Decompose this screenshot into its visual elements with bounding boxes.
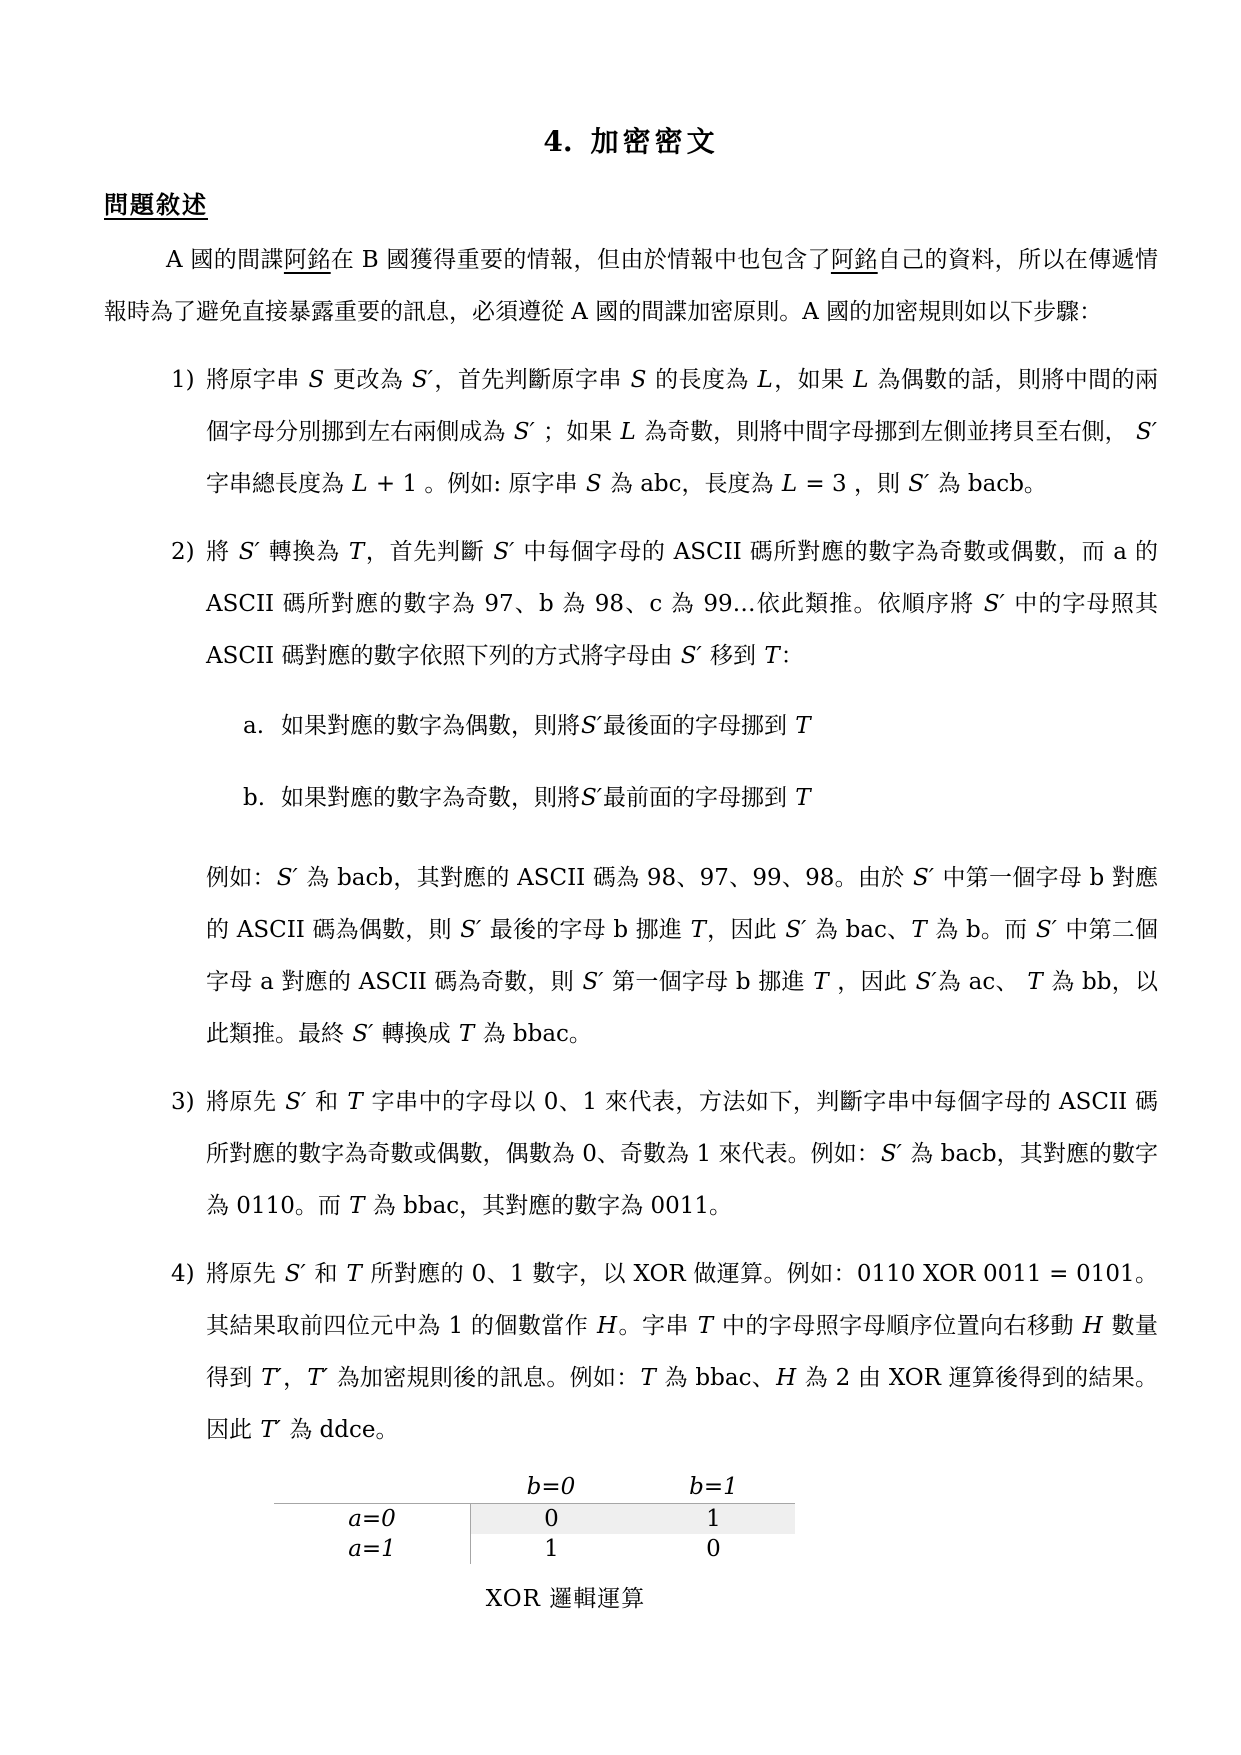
text-segment: T [697,1313,714,1339]
text-segment: 如果對應的數字為奇數，則將 [281,785,580,811]
text-segment: 所對應的 0、1 數字，以 XOR 做運算。例如：0110 XOR 0011 = 0101。其結果取前四位元中為 1 的個數當作 [206,1261,1159,1339]
text-segment: ，因此 [829,969,915,995]
text-segment: 數量得到 [206,1313,1159,1391]
text-segment: 為 ddce。 [281,1417,399,1443]
step-1-text [206,354,1158,510]
text-segment: L [620,419,636,445]
text-segment: S′ [880,1141,902,1167]
text-segment: S′ [284,1261,306,1287]
text-segment: 字串中的字母以 0、1 來代表，方法如下，判斷字串中每個字母的 ASCII 碼所對應的數字為奇數或偶數，偶數為 0、奇數為 1 來代表。例如： [206,1089,1158,1167]
text-segment: 中第一個字母 b 對應的 ASCII 碼為偶數，則 [206,865,1159,943]
text-segment: 和 [306,1261,346,1287]
text-segment: 最前面的字母挪到 [602,785,795,811]
text-segment: T [346,1261,362,1287]
text-segment: T′ [261,1365,282,1391]
table-row [274,1534,795,1564]
text-segment: 如果對應的數字為偶數，則將 [281,713,580,739]
step-3 [104,1076,1158,1232]
substep-b-text [281,772,1158,824]
intro-paragraph [104,234,1158,338]
text-segment: 字串總長度為 [206,471,352,497]
text-segment: S′ [411,367,433,393]
text-segment: 為 bbac。 [475,1021,592,1047]
text-segment: S′ [912,865,934,891]
step-1 [104,354,1158,510]
text-segment: T [349,1193,365,1219]
text-segment: T [347,1089,363,1115]
table-caption: XOR 邏輯運算 [485,1586,646,1612]
step-2-text [206,526,1158,682]
text-segment: S′ [581,713,602,739]
text-segment: 將 [206,539,238,565]
text-segment: T′ [307,1365,328,1391]
text-segment: 和 [307,1089,347,1115]
text-segment: S′ [983,591,1005,617]
text-segment: 例如： [206,865,276,891]
text-segment: S′ [238,539,260,565]
substep-b [104,772,1158,824]
text-segment: 最後面的字母挪到 [602,713,795,739]
text-segment: S′ [582,969,604,995]
text-segment: T [458,1021,475,1047]
text-segment: ，因此 [706,917,785,943]
text-segment: S′ [1136,419,1158,445]
substep-a-text [281,700,1158,752]
section-heading: 問題敘述 [104,190,208,219]
text-segment: 中的字母照字母順序位置向右移動 [714,1313,1082,1339]
text-segment: ： [780,643,804,669]
text-segment: L [352,471,368,497]
table-corner-cell [274,1470,470,1504]
text-segment: 為 bacb。 [930,471,1047,497]
text-segment: ；如果 [535,419,620,445]
text-segment: + 1 。例如: 原字串 [368,471,585,497]
text-segment: 移到 [702,643,764,669]
text-segment: S [308,367,325,393]
text-segment: 阿銘 [283,247,331,273]
table-cell: 0 [470,1504,632,1534]
substep-b-marker: b. [243,785,266,811]
text-segment: S [630,367,647,393]
text-segment: 為 2 由 XOR 運算後得到的結果。因此 [206,1365,1158,1443]
text-segment: T [911,917,927,943]
text-segment: 為 bbac，其對應的數字為 0011。 [365,1193,733,1219]
text-segment: S′ [285,1089,307,1115]
text-segment: 中的字母照其 ASCII 碼對應的數字依照下列的方式將字母由 [206,591,1159,669]
text-segment: 為 bbac、 [656,1365,776,1391]
step-4-text [206,1248,1158,1456]
text-segment: L [781,471,798,497]
step-3-marker: 3) [171,1089,195,1115]
text-segment: 將原先 [206,1261,284,1287]
text-segment: 第一個字母 b 挪進 [604,969,813,995]
text-segment: 將原字串 [206,367,308,393]
substep-a-marker: a. [243,713,265,739]
text-segment: 最後的字母 b 挪進 [482,917,690,943]
text-segment: T [813,969,829,995]
text-segment: H [776,1365,797,1391]
text-segment: 中第二個字母 a 對應的 ASCII 碼為奇數，則 [206,917,1159,995]
text-segment: S′ [785,917,807,943]
table-row-label-a1: a=1 [348,1536,396,1562]
text-segment: S′ [581,785,602,811]
xor-table-header-row [274,1470,795,1504]
text-segment: 轉換成 [374,1021,458,1047]
text-segment: ，如果 [773,367,853,393]
table-col-header-b0: b=0 [470,1470,632,1504]
text-segment: ，首先判斷 [365,539,493,565]
step-4-marker: 4) [171,1261,195,1287]
text-segment: 為 bac、 [807,917,911,943]
xor-table [274,1470,795,1564]
text-segment: 為 b。而 [927,917,1035,943]
text-segment: S′ [493,539,515,565]
text-segment: ，首先判斷原字串 [433,367,630,393]
text-segment: S′ [915,969,937,995]
text-segment: 為 bb，以此類推。最終 [206,969,1159,1047]
text-segment: T [1027,969,1043,995]
table-row [274,1504,795,1534]
text-segment: S′ [352,1021,374,1047]
table-cell: 1 [470,1534,632,1564]
text-segment: 為 ac、 [937,969,1027,995]
table-cell: 0 [706,1536,721,1562]
text-segment: S′ [908,471,930,497]
text-segment: H [1082,1313,1103,1339]
text-segment: L [853,367,869,393]
step-3-text [206,1076,1158,1232]
text-segment: 的長度為 [647,367,757,393]
text-segment: 更改為 [325,367,411,393]
title-number: 4. [543,125,573,158]
step-4 [104,1248,1158,1456]
section-heading-row [104,164,1158,222]
text-segment: T [764,643,780,669]
text-segment: T [690,917,706,943]
text-segment: S′ [1035,917,1057,943]
text-segment: = 3 ，則 [798,471,908,497]
text-segment: H [597,1313,618,1339]
text-segment: 轉換為 [260,539,348,565]
table-cell: 1 [632,1504,795,1534]
text-segment: 自己的資料，所以在傳遞情報時為了避免直接暴露重要的訊息，必須遵從 A 國的間諜加密原則。A 國的加密規則如以下步驟： [104,247,1159,325]
step-2 [104,526,1158,682]
text-segment: 為奇數，則將中間字母挪到左側並拷貝至右側， [636,419,1136,445]
text-segment: L [757,367,773,393]
title-text: 加密密文 [590,125,719,158]
step-2-marker: 2) [171,539,195,565]
substep-a [104,700,1158,752]
text-segment: 為加密規則後的訊息。例如： [328,1365,640,1391]
text-segment: S′ [276,865,298,891]
example-paragraph [206,852,1158,1060]
text-segment: T [348,539,365,565]
text-segment: S′ [460,917,482,943]
text-segment: S′ [513,419,535,445]
text-segment: T [795,713,811,739]
text-segment: S [585,471,602,497]
text-segment: 為偶數的話，則將中間的兩個字母分別挪到左右兩側成為 [206,367,1159,445]
text-segment: 。字串 [618,1313,697,1339]
step-1-marker: 1) [171,367,195,393]
text-segment: T [795,785,811,811]
text-segment: 將原先 [206,1089,285,1115]
text-segment: 在 B 國獲得重要的情報，但由於情報中也包含了 [330,247,831,273]
text-segment: ， [282,1365,307,1391]
text-segment: A 國的間諜 [166,247,284,273]
text-segment: S′ [680,643,702,669]
text-segment: T [640,1365,656,1391]
table-col-header-b1: b=1 [632,1470,795,1504]
text-segment: 為 abc，長度為 [602,471,781,497]
page-title [104,120,1158,164]
text-segment: 為 bacb，其對應的數字為 0110。而 [206,1141,1158,1219]
table-row-label-a0: a=0 [348,1506,396,1532]
text-segment: 為 bacb，其對應的 ASCII 碼為 98、97、99、98。由於 [298,865,912,891]
text-segment: T′ [260,1417,281,1443]
text-segment: 中每個字母的 ASCII 碼所對應的數字為奇數或偶數，而 a 的 ASCII 碼所對應的數字為 97、b 為 98、c 為 99…依此類推。依順序將 [206,539,1159,617]
text-segment: 阿銘 [830,247,878,273]
